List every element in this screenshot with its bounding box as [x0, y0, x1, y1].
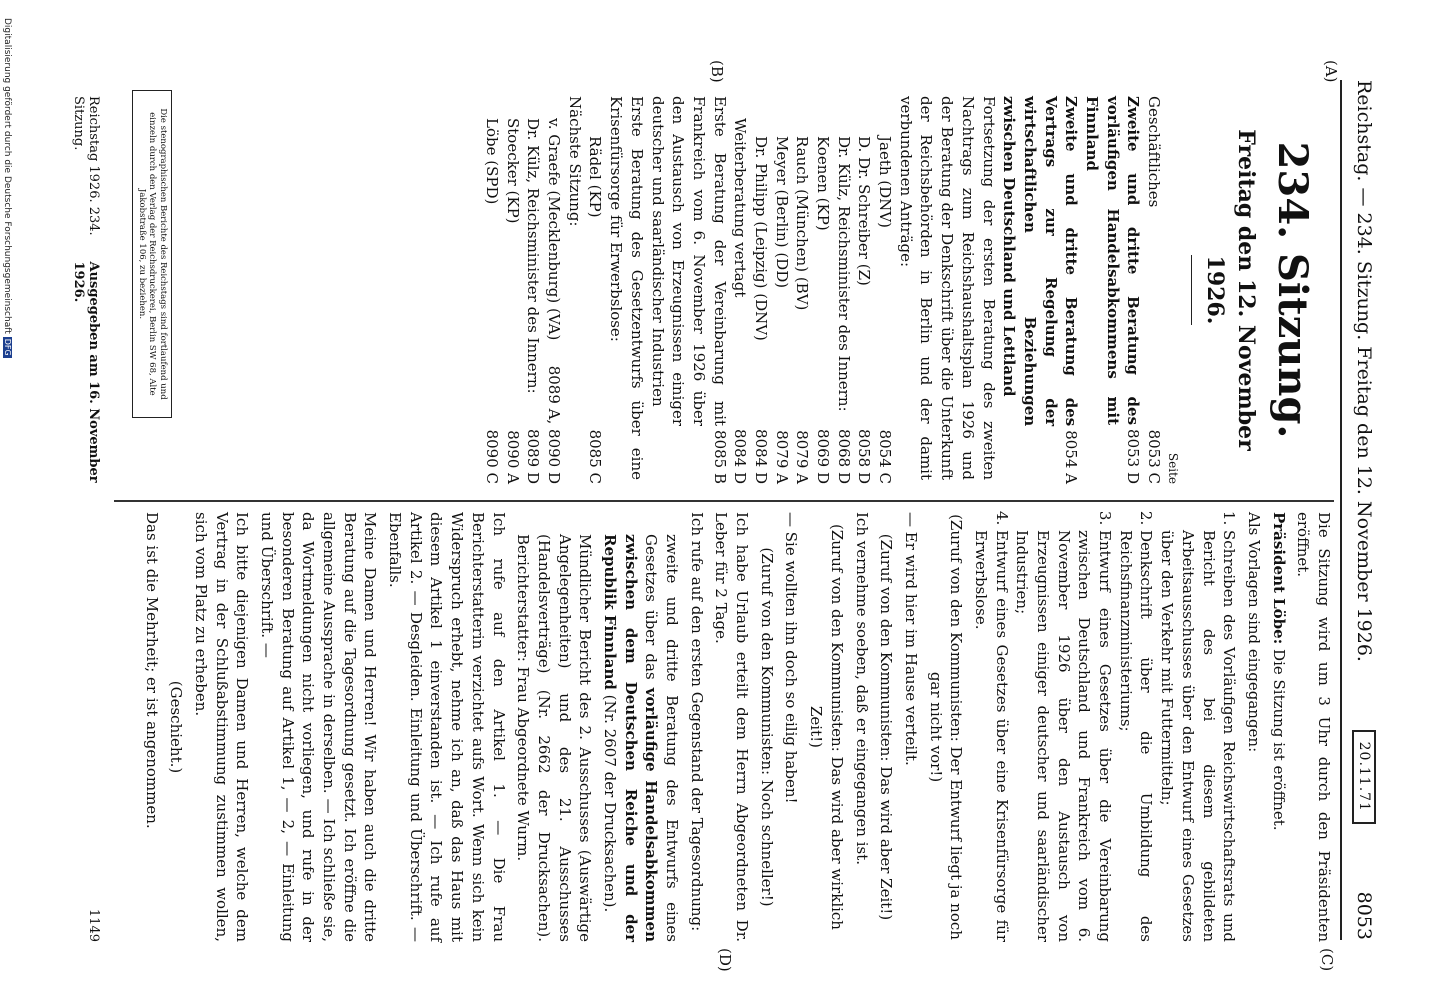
- toc-speaker: D. Dr. Schreiber (Z) 8058 D: [855, 136, 874, 484]
- digitization-note: [2, 18, 12, 988]
- dfg-text: Digitalisierung gefördert durch die Deutsche Forschungsgemeinschaft: [2, 18, 12, 334]
- paragraph: Ich bitte diejenigen Damen und Herren, welche dem Vertrag in der Schlußabstimmung zustimmen wollen, sich vom Platz zu erheben.: [191, 512, 252, 942]
- list-item: 3. Entwurf eines Gesetzes über die Vereinbarung zwischen Deutschland und Frankreich vom 6. November 1926 über den Austausch von Erzeugnissen einiger deutscher und saarländischer Industrien;: [1012, 530, 1115, 942]
- naechste-sitzung-label: Nächste Sitzung:: [565, 96, 584, 227]
- toc-speaker: Dr. Külz, Reichsminister des Innern: 8068 D: [834, 136, 853, 484]
- title-rule: [1191, 255, 1193, 325]
- toc-speaker: Stoecker (KP) 8090 A: [503, 118, 522, 484]
- toc-entry: Fortsetzung der ersten Beratung des zweiten Nachtrags zum Reichshaushaltsplan 1926 und der Beratung der Denkschrift über die Unterkunft der Reichsbehörden in Berlin und der damit verbundenen Anträge:: [896, 96, 998, 480]
- dfg-logo: DFG: [3, 338, 12, 356]
- paragraph: Meine Damen und Herren! Wir haben auch die dritte Beratung auf die Tagesordnung gesetzt. Ich eröffne die allgemeine Aussprache in derselben. — Ich schließe sie, da Wortmeldungen nicht vorliegen, und rufe in der besonderen Beratung auf Artikel 1, — 2, — Einleitung und Überschrift. —: [258, 512, 380, 942]
- footer-left: [71, 96, 101, 484]
- toc-entry: Erste Beratung der Vereinbarung mit Frankreich vom 6. November 1926 über den Austausch von Erzeugnissen einiger deutscher und saarländischer Industrien 8085 B: [648, 96, 729, 484]
- interjection: (Zuruf von den Kommunisten: Das wird aber Zeit!): [877, 533, 896, 921]
- toc-entry: Weiterberatung vertagt 8084 D: [731, 118, 750, 484]
- list-item: 2. Denkschrift über die Umbildung des Reichsfinanzministeriums;: [1115, 530, 1156, 942]
- interjection: (Zuruf von den Kommunisten: Noch schneller!): [757, 547, 776, 907]
- column-divider: [114, 500, 1334, 502]
- agenda-item: zweite und dritte Beratung des Entwurfs eines Gesetzes über das vorläufige Handelsabkommen zwischen dem Deutschen Reiche und der Republik Finnland (Nr. 2607 der Drucksachen).: [601, 534, 682, 942]
- paragraph: — Sie wollten ihn doch so eilig haben!: [782, 512, 801, 804]
- toc-entry: Erste Beratung des Gesetzentwurfs über eine Krisenfürsorge für Erwerbslose:: [607, 96, 646, 480]
- sheet-number: 1149: [86, 908, 101, 942]
- toc-speaker: Jaeth (DNV) 8054 C: [876, 136, 895, 484]
- page-number: 8053: [1353, 891, 1375, 940]
- toc-speaker: Rauch (München) (BV) 8079 A: [793, 136, 812, 484]
- opening-paragraph: Die Sitzung wird um 3 Uhr durch den Präsidenten eröffnet.: [1294, 512, 1333, 942]
- toc-speaker: Dr. Philipp (Leipzig) (DNV) 8084 D: [751, 136, 770, 484]
- vorlagen-intro: Als Vorlagen sind eingegangen:: [1244, 512, 1263, 753]
- president-statement: Präsident Löbe: Die Sitzung ist eröffnet.: [1269, 512, 1288, 831]
- margin-mark-a: (A): [1322, 60, 1340, 83]
- archive-stamp: 20.11.71: [1352, 730, 1376, 824]
- footer-issue-date: Ausgegeben am 16. November 1926.: [71, 261, 101, 483]
- vorlagen-list: [970, 512, 1239, 942]
- toc-speaker: Dr. Külz, Reichsminister des Innern: 8089 D: [524, 118, 543, 484]
- paragraph: Ich rufe auf den Artikel 1. — Die Frau Berichterstatterin verzichtet aufs Wort. Wenn sich kein Widerspruch erhebt, nehme ich an, daß das Haus mit diesem Artikel 1 einverstanden ist. — Ich rufe auf Artikel 2. — Desgleiden. Einleitung und Überschrift. — Ebenfalls.: [386, 512, 508, 942]
- footer-session-ref: Reichstag 1926. 234. Sitzung.: [71, 96, 101, 236]
- toc-speaker: Löbe (SPD) 8090 C: [483, 118, 502, 484]
- paragraph: Das ist die Mehrheit; er ist angenommen.: [142, 512, 161, 829]
- toc-entry: Zweite und dritte Beratung des Vertrags zur Regelung der wirtschaftlichen Beziehungen zwischen Deutschland und Lettland 8054 A: [1000, 96, 1081, 484]
- table-of-contents: [481, 96, 1334, 484]
- interjection: (Geschieht.): [167, 680, 186, 774]
- imprint-box: Die stenographischen Berichte des Reichstags sind fortlaufend und einzeln durch den Verlag der Reichsdruckerei, Berlin SW 68, Alte Jakobstraße 106, zu beziehen.: [132, 90, 172, 418]
- margin-mark-b: (B): [708, 60, 726, 83]
- paragraph: Ich habe Urlaub erteilt dem Herrn Abgeordneten Dr. Leber für 2 Tage.: [712, 512, 752, 942]
- interjection: (Zuruf von den Kommunisten: Das wird aber wirklich Zeit!): [807, 524, 846, 930]
- toc-speaker: Koenen (KP) 8069 D: [814, 136, 833, 484]
- session-title: 234. Sitzung.: [1269, 141, 1316, 439]
- header-rule: [1340, 80, 1342, 940]
- interjection: (Zuruf von den Kommunisten: Der Entwurf liegt ja noch gar nicht vor!): [926, 514, 966, 940]
- running-header: [1352, 80, 1376, 940]
- paragraph: Ich vernehme soeben, daß er eingegangen ist.: [852, 512, 871, 865]
- session-date: Freitag den 12. November 1926.: [1202, 129, 1259, 451]
- margin-mark-d: (D): [716, 948, 734, 972]
- seite-label: Seite: [1165, 452, 1180, 484]
- list-item: 1. Schreiben des Vorläufigen Reichswirtschaftsrats und Bericht des bei diesem gebildeten Arbeitsausschusses über den Entwurf eines Gesetzes über den Verkehr mit Futtermitteln;: [1157, 530, 1240, 942]
- toc-entry: Geschäftliches 8053 C: [1145, 96, 1164, 484]
- paragraph: Mündlicher Bericht des 2. Ausschusses (Auswärtige Angelegenheiten) und des 21. Ausschusses (Handelsverträge) (Nr. 2662 der Drucksachen). Berichterstatter: Frau Abgeordnete Wurm.: [514, 534, 595, 942]
- margin-mark-c: (C): [1318, 948, 1336, 972]
- paragraph: — Er wird hier im Hause verteilt.: [901, 512, 920, 766]
- toc-speaker: Rädel (KP) 8085 C: [586, 136, 605, 484]
- list-item: 4. Entwurf eines Gesetzes über eine Krisenfürsorge für Erwerbslose.: [970, 530, 1011, 942]
- toc-speaker: Meyer (Berlin) (DD) 8079 A: [772, 136, 791, 484]
- toc-entry: Zweite und dritte Beratung des vorläufigen Handelsabkommens mit Finnland 8053 D: [1082, 96, 1143, 484]
- running-title: Reichstag. — 234. Sitzung. Freitag den 12. November 1926.: [1353, 80, 1375, 662]
- toc-speaker: v. Graefe (Mecklenburg) (VA) 8089 A, 8090 D: [545, 118, 564, 484]
- proceedings-column: [137, 512, 1334, 942]
- paragraph: Ich rufe auf den ersten Gegenstand der Tagesordnung:: [687, 512, 706, 932]
